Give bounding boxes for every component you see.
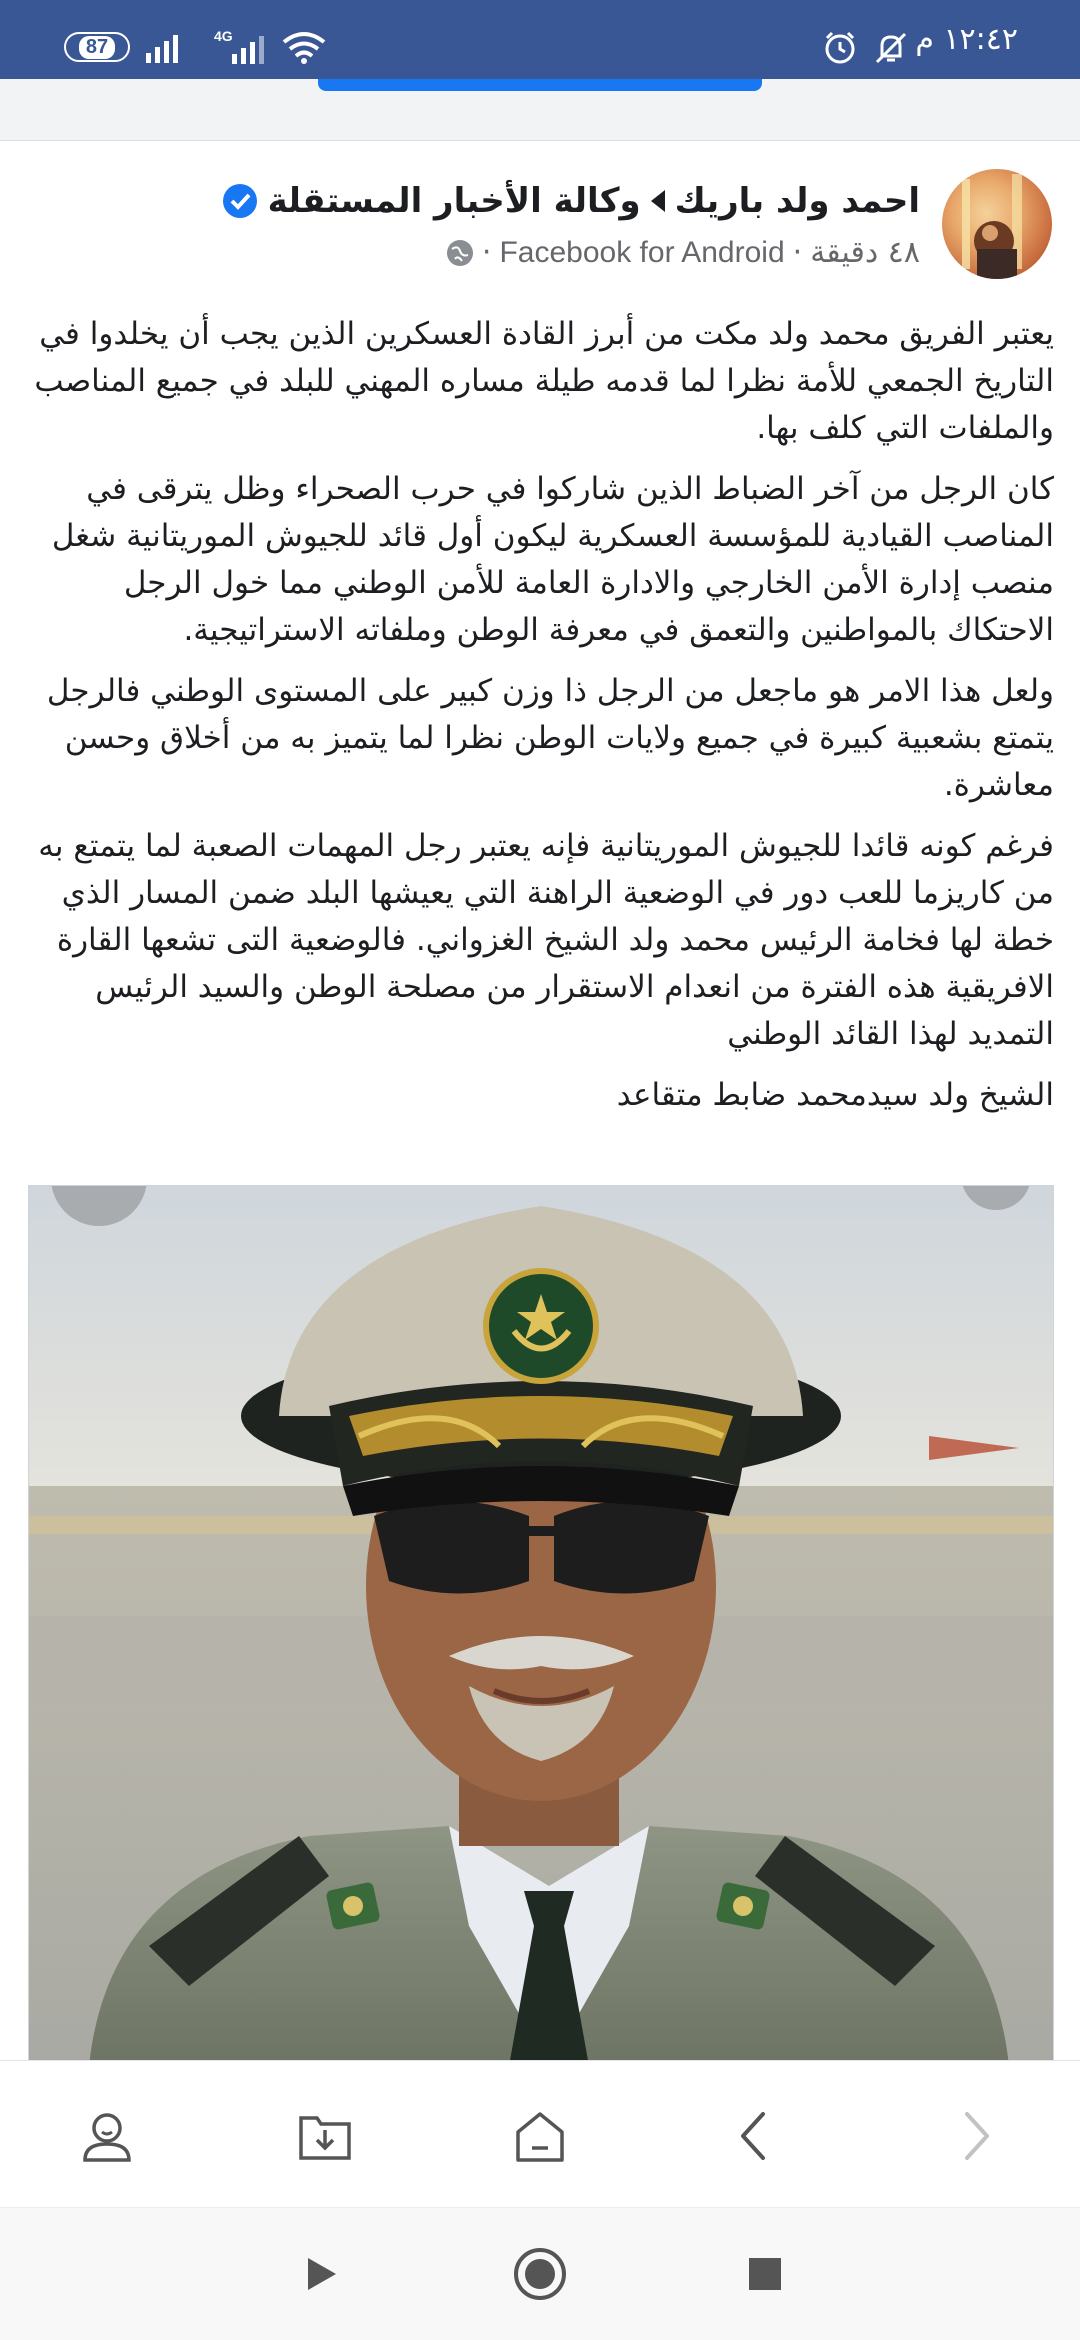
paragraph-2: كان الرجل من آخر الضباط الذين شاركوا في حرب الصحراء وظل يترقى في المناصب القيادية للمؤسسة العسكرية ليكون أول قائد للجيوش الموريتانية شغل منصب إدارة الأمن الخارجي والادارة العامة للأمن الوطني مما خول الرجل الاحتكاك بالمواطنين والتعمق في معرفة الوطن وملفاته الاستراتيجية. [51, 471, 1054, 648]
shared-to-arrow-icon [651, 190, 665, 212]
home-icon[interactable] [505, 2101, 575, 2171]
download-icon[interactable] [290, 2101, 360, 2171]
home-circle-icon[interactable] [510, 2244, 570, 2304]
mobile-data-icon [214, 28, 274, 66]
signal-icon [146, 31, 178, 63]
meta-separator-2: · [481, 235, 492, 270]
paragraph-1: يعتبر الفريق محمد ولد مكت من أبرز القادة العسكرين الذين يجب أن يخلدوا في التاريخ الجمعي للأمة نظرا لما قدمه طيلة مساره المهني للبلد في جميع المناصب والملفات التي كلف بها. [34, 316, 1054, 446]
battery-indicator [64, 32, 130, 62]
author-name[interactable]: احمد ولد باريك [674, 181, 920, 221]
system-nav-bar [0, 2207, 1080, 2340]
bottom-toolbar [0, 2060, 1080, 2207]
battery-level: 87 [79, 36, 115, 59]
post-time[interactable]: ٤٨ دقيقة [810, 235, 920, 270]
post [0, 141, 1080, 2061]
mute-icon [872, 30, 910, 66]
wifi-icon [280, 30, 328, 66]
verified-badge-icon [222, 183, 258, 219]
post-text [28, 311, 1054, 1133]
meta-separator: · [792, 235, 803, 270]
forward-icon[interactable] [940, 2101, 1010, 2171]
profile-icon[interactable] [72, 2101, 142, 2171]
globe-icon [446, 239, 474, 267]
stop-square-icon[interactable] [735, 2244, 795, 2304]
officer-portrait-image [29, 1186, 1054, 2065]
paragraph-3: ولعل هذا الامر هو ماجعل من الرجل ذا وزن كبير على المستوى الوطني فالرجل يتمتع بشعبية كبيرة في جميع ولايات الوطن نظرا لما يتميز به من أخلاق وحسن معاشرة. [46, 673, 1054, 803]
alarm-icon [822, 30, 858, 66]
signature: الشيخ ولد سيدمحمد ضابط متقاعد [616, 1077, 1054, 1113]
network-type: 4G [214, 28, 233, 44]
post-source: Facebook for Android [499, 235, 785, 269]
post-header [222, 181, 920, 221]
back-icon[interactable] [720, 2101, 790, 2171]
avatar[interactable] [942, 169, 1052, 279]
play-icon[interactable] [290, 2244, 350, 2304]
status-bar [0, 0, 1080, 79]
previous-post-button[interactable] [318, 79, 762, 91]
feed-top-area [0, 79, 1080, 141]
clock: ١٢:٤٢ م [915, 22, 1018, 57]
post-photo[interactable] [28, 1185, 1054, 2065]
paragraph-4: فرغم كونه قائدا للجيوش الموريتانية فإنه يعتبر رجل المهمات الصعبة لما يتمتع به من كاريزما للعب دور في الوضعية الراهنة التي يعيشها البلد ضمن المسار الذي خطة لها فخامة الرئيس محمد ولد الشيخ الغزواني. فالوضعية التى تشعها القارة الافريقية هذه الفترة من انعدام الاستقرار من مصلحة الوطن والسيد الرئيس التمديد لهذا القائد الوطني [38, 828, 1054, 1052]
post-meta [446, 235, 920, 270]
page-name[interactable]: وكالة الأخبار المستقلة [267, 181, 641, 221]
